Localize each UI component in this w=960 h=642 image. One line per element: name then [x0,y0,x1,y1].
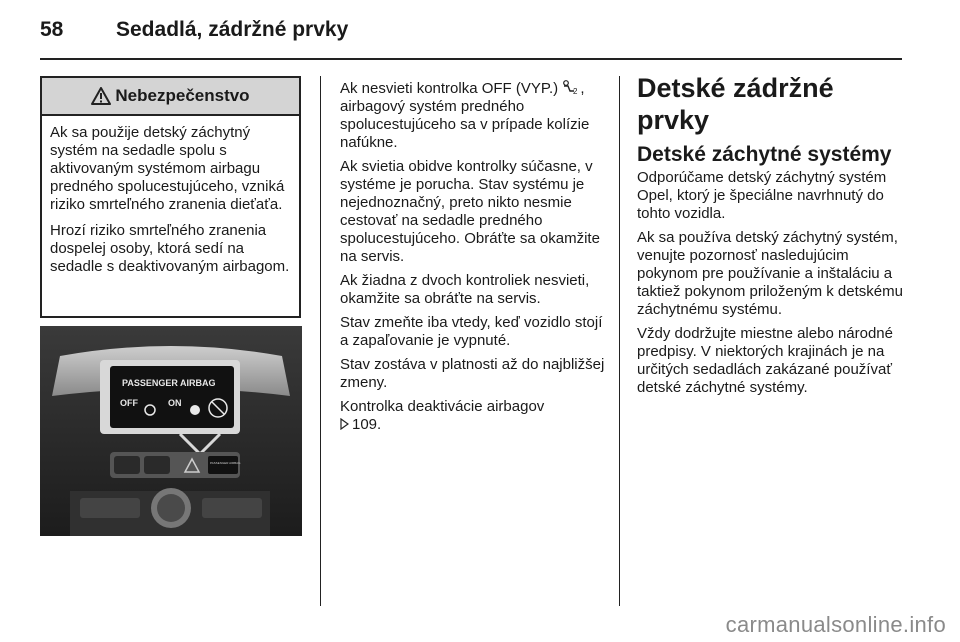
middle-paragraph: Ak svietia obidve kontrolky súčasne, v systéme je porucha. Stav systému je nejednoznačný, preto nikto nesmie cestovať na sedadle predného spolucestujúceho. Obráťte sa okamžite na servis. [340,158,600,265]
watermark: carmanualsonline.info [725,612,946,637]
photo-panel-label: PASSENGER AIRBAG [122,378,216,388]
warning-paragraph: Ak sa použije detský záchytný systém na sedadle spolu s aktivovaným systémom airbagu predného spolucestujúceho, vzniká riziko smrteľného zranenia dieťaťa. [50,124,285,213]
photo-off-label: OFF [120,398,138,408]
page-title: Sedadlá, zádržné prvky [116,18,349,41]
airbag-on-seat-icon [190,405,200,415]
warning-triangle-icon [91,87,111,105]
right-paragraph: Ak sa používa detský záchytný systém, venujte pozornosť nasledujúcim pokynom pre používanie a inštaláciu a taktiež pokynom priloženým k detskému záchytnému systému. [637,229,903,318]
right-column [637,72,909,403]
subsection-title: Detské záchytné systémy [637,143,892,166]
warning-header [42,78,299,116]
section-title: Detské zádržné prvky [637,73,834,135]
warning-title: Nebezpečenstvo [115,86,250,105]
warning-body [42,116,299,276]
page-number: 58 [40,18,64,41]
column-divider-right [619,76,620,606]
photo-on-label: ON [168,398,182,408]
right-paragraph: Vždy dodržujte miestne alebo národné predpisy. V niektorých krajinách je na určitých sedadlách zakázané používať detské záchytné systémy. [637,325,893,396]
column-divider-left [320,76,321,606]
middle-paragraph: Ak nesvieti kontrolka OFF (VYP.) 2 , airbagový systém predného spolucestujúceho sa v prípade kolízie nafúkne. [340,80,590,151]
header-rule [40,58,902,60]
middle-column [340,79,612,440]
middle-paragraph: Stav zostáva v platnosti až do najbližšej zmeny. [340,356,605,391]
airbag-panel-photo [40,326,302,536]
right-paragraph: Odporúčame detský záchytný systém Opel, ktorý je špeciálne navrhnutý do tohto vozidla. [637,169,887,222]
reference-page: 109. [352,416,382,433]
svg-text:2: 2 [573,87,578,95]
cross-reference[interactable]: Kontrolka deaktivácie airbagov 109. [340,398,545,433]
airbag-off-indicator-icon [562,79,580,95]
middle-paragraph: Stav zmeňte iba vtedy, keď vozidlo stojí a zapaľovanie je vypnuté. [340,314,603,349]
photo-small-label: PASSENGER AIRBAG [210,461,241,465]
warning-box [40,76,301,318]
middle-paragraph: Ak žiadna z dvoch kontroliek nesvieti, okamžite sa obráťte na servis. [340,272,590,307]
warning-paragraph: Hrozí riziko smrteľného zranenia dospelej osoby, ktorá sedí na sedadle s deaktivovaným airbagom. [50,222,290,275]
page-reference-arrow-icon [340,418,349,430]
